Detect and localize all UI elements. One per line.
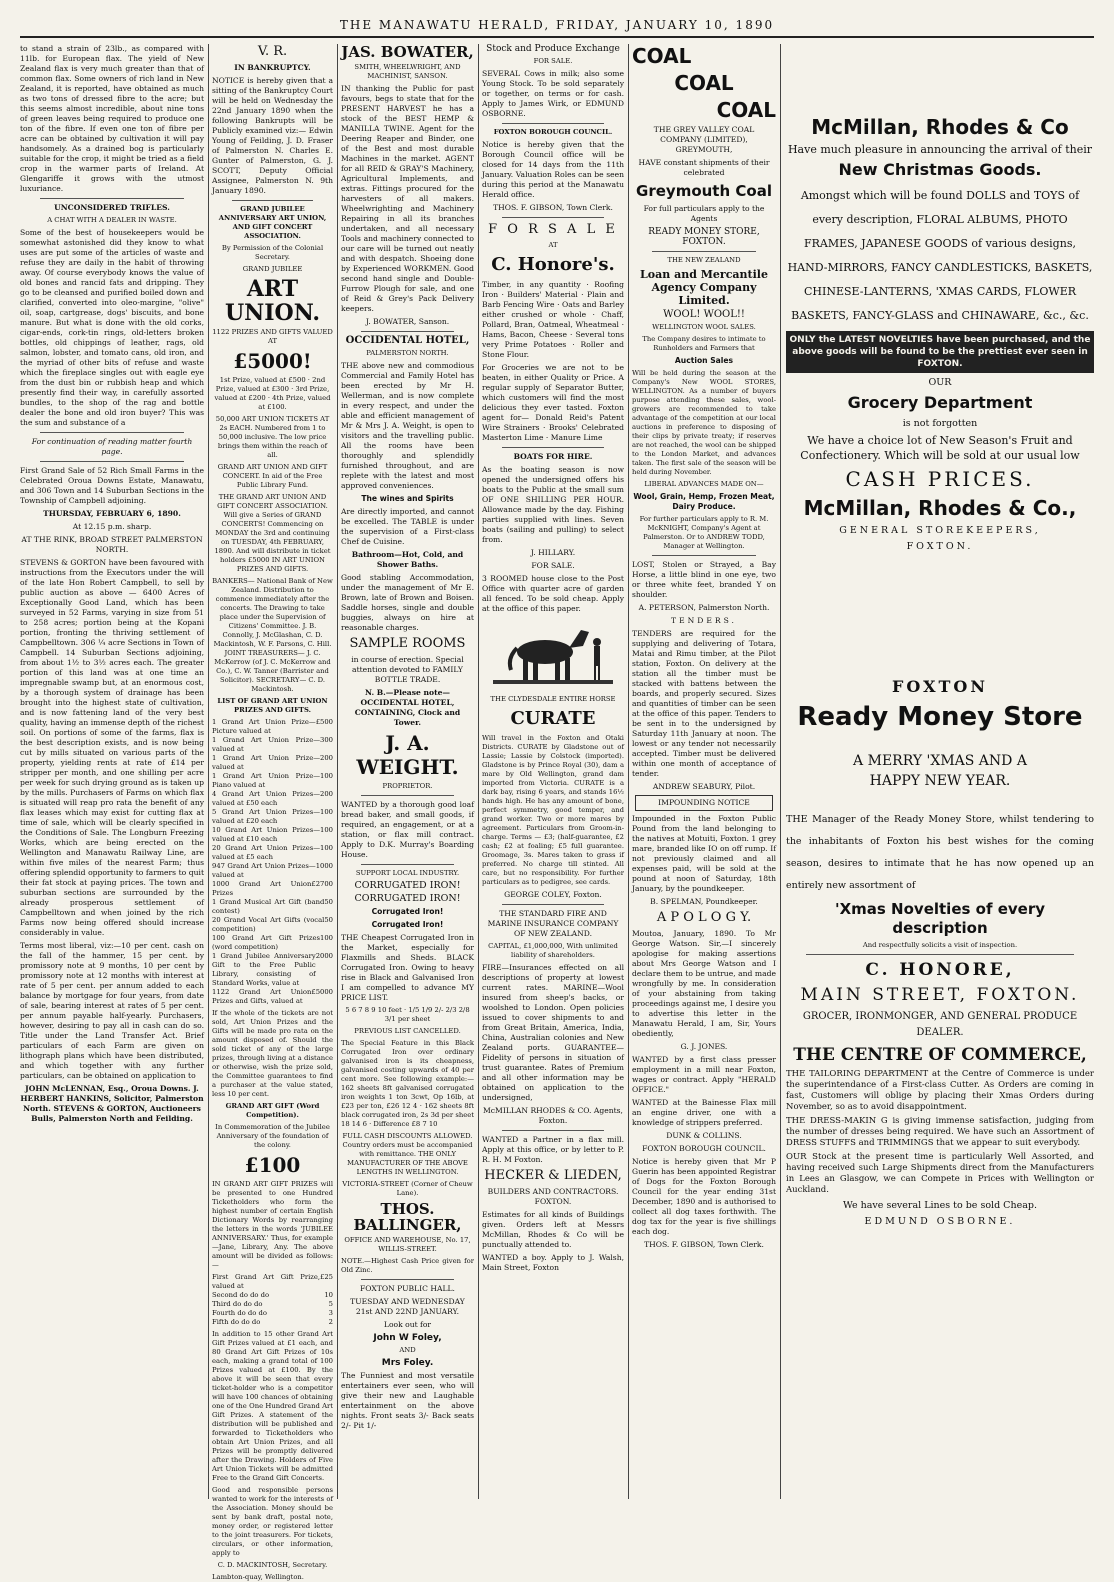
foxton-2: FOXTON <box>892 677 988 696</box>
sale-agents: JOHN McLENNAN, Esq., Oroua Downs. J. HERBERT HANKINS, Solicitor, Palmerston North. STEVENS & GORTON, Auctioneers Bulls, Palmerston North and Feilding. <box>20 1084 204 1123</box>
divider <box>502 447 604 448</box>
agents-wanted: Good and responsible persons wanted to work for the interests of the Association. Money should be sent by bank draft, postal note, money order, or registered letter to the joint treasurers. For tickets, circulars, or other information, apply to <box>212 1486 333 1557</box>
loan-heading: Loan and Mercantile Agency Company Limited. <box>640 268 768 307</box>
foley-text: The Funniest and most versatile entertainers ever seen, who will give their new and Laughable entertainment on the above nights. Front seats 3/- Back seats 2/- Pit 1/- <box>341 1371 474 1430</box>
column-divider <box>628 44 629 1499</box>
sale-body: STEVENS & GORTON have been favoured with instructions from the Executors under the will of the late Hon Robert Campbell, to sell by public auction as above — 6400 Acres of Exceptionally Good Land, which has been surveyed in 52 Farms, varying in size from 51 to 258 acres; portion being at the Kopani portion, fronting the thriving settlement of Campbelltown. 306 ¼ acre Sections in Town of Campbell. 14 Suburban Sections adjoining, from about 1½ to 3½ acres each. The greater portion of this land was at one time an impregnable swamp but, at an enormous cost, by a thorough system of drainage has been brought into the highest state of cultivation, and is now fattening land of the very best quality, having an immense depth of the richest soil. On portions of some of the farms, flax is the best description exists, and is now being cut by mills situated on various parts of the property, yielding rents at rate of £14 per stripper per month, and one shilling per acre per week for such drying ground as is taken up by the mills. Purchasers of Farms on which flax is situated will reap pro rata the benefit of any flax leases which may exist for cutting flax at time of sale, which will be clearly specified in the Conditions of Sale. The Longburn Freezing Works, which are being erected on the Wellington and Manawatu Railway Line, are within five miles of the nearest Farm; thus offering splendid opportunity to farmers to quit their fat stock at paying prices. The town and suburban sections are surrounded by the already prosperous settlement of Campbelltown and when joined by the rich Farms now being offered should increase considerably in value. <box>20 558 204 937</box>
stock-exchange: Stock and Produce Exchange <box>486 44 620 54</box>
curate-text: Will travel in the Foxton and Otaki Districts. CURATE by Gladstone out of Lassie; Lassie by Colstock (imported). Gladstone is by Prince Royal (30), dam a mare by Old Wellington, grand dam imported from Victoria. CURATE is a dark bay, rising 6 years, and stands 16½ hands high. He has any amount of bone, perfect symmetry, good temper, and grand worker. Two or more mares by agreement. Particulars from Groom-in-charge. Terms — £3; (half-guarantee, £2 cash; £2 at foaling; £5 full guarantee. Groomage, 3s. Mares taken to grass if preferred. No charge till stinted. All care, but no responsibility. For further particulars as to pedigree, see cards. <box>482 734 624 886</box>
sale-terms: Terms most liberal, viz:—10 per cent. cash on the fall of the hammer, 15 per cent. by promissory note at 9 months, 10 per cent by promissory note at 12 months with interest at rate of 5 per cent. per annum added to each balance by mortgage for four years, from date of sale, bearing interest at rates of 5 per cent. per annum payable half-yearly. Purchasers, however, desiring to pay all in cash can do so. Title under the Land Transfer Act. Brief particulars of each Farm are given on lithograph plans which have been distributed, and which together with any further particulars, can be obtained on application to <box>20 941 204 1080</box>
further-particulars: For further particulars apply to R. M. McKNIGHT, Company's Agent at Palmerston. Or to ANDREW TODD, Manager at Wellington. <box>639 515 769 550</box>
prize-row: Third do do do 5 <box>212 1300 333 1308</box>
wool-heading: WOOL! WOOL!! <box>663 309 745 320</box>
divider <box>806 954 1074 955</box>
wool-text: The Company desires to intimate to Runholders and Farmers that <box>642 335 766 352</box>
for-sale: FOR SALE. <box>533 57 573 65</box>
partner-wanted: WANTED a Partner in a flax mill. Apply at this office, or by letter to P. R. H. M Foxton. <box>482 1135 624 1164</box>
bowater-heading: JAS. BOWATER, <box>341 43 474 61</box>
tenders-heading: TENDERS. <box>671 616 737 625</box>
honore-list: Timber, in any quantity · Roofing Iron · Builders' Material · Plain and Barb Fencing Wire · Oats and Barley either crushed or whole · Chaff, Pollard, Bran, Oatmeal, Wheatmeal · Hams, Bacon, Cheese · Several tons very Prime Potatoes · Roller and Stone Flour. <box>482 280 624 359</box>
horse-icon <box>493 618 613 688</box>
boats-text: As the boating season is now opened the undersigned offers his boats to the Public at the small sum OF ONE SHILLING PER HOUR. Allowance made by the day. Fishing parties supplied with lines. Seven boats (sailing and pulling) to select from. <box>482 465 624 544</box>
jubilee-title: GRAND JUBILEE ANNIVERSARY ART UNION, AND GIFT CONCERT ASSOCIATION. <box>218 205 327 240</box>
presser-wanted: WANTED by a first class presser employment in a mill near Foxton, wages or contract. Apply "HERALD OFFICE." <box>632 1055 776 1094</box>
art-union-headline: ART UNION. <box>224 276 321 326</box>
not-forgotten: is not forgotten <box>902 418 978 429</box>
divider <box>502 123 604 124</box>
clydesdale-heading: THE CLYDESDALE ENTIRE HORSE <box>490 695 616 703</box>
ready-money-store: READY MONEY STORE, FOXTON. <box>648 227 760 247</box>
prize-row: 100 Grand Art Gift Prizes (word competition) 100 <box>212 934 333 951</box>
sale-date: THURSDAY, FEBRUARY 6, 1890. <box>43 509 181 518</box>
prize-row: Second do do do 10 <box>212 1291 333 1299</box>
tenders-text: TENDERS are required for the supplying and delivering of Totara, Matai and Rimu timber, at the Pilot station, Foxton. On delivery at the station all the timber must be stacked with battens between the boards, and properly secured. Sizes and quantities of timber can be seen at the office of this paper. Tenders to be sent in to the undersigned by Saturday 11th January at noon. The lowest or any tender not necessarily accepted. Timber must be delivered within one month of acceptance of tender. <box>632 629 776 778</box>
nz-heading: THE NEW ZEALAND <box>667 256 741 264</box>
apology-text: Moutoa, January, 1890. To Mr George Watson. Sir,—I sincerely apologise for making assertions about Mrs George Watson and I declare them to be untrue, and made wrongfully by me. In consideration of your abstaining from taking proceedings against me, I desire you to advertise this letter in the Manawatu Herald, I am, Sir, Yours obediently, <box>632 929 776 1038</box>
corrugated-4: Corrugated Iron! <box>371 920 444 929</box>
word-competition-title: GRAND ART GIFT (Word Competition). <box>225 1102 320 1119</box>
hundred-pounds: £100 <box>244 1153 301 1177</box>
weight-name: J. A. WEIGHT. <box>356 731 459 779</box>
sale-time: At 12.15 p.m. sharp. <box>72 522 152 531</box>
prize-row: 1 Grand Art Union Prize—valued at 200 <box>212 754 333 771</box>
apology-sig: G. J. JONES. <box>680 1042 728 1051</box>
boats-sig: J. HILLARY. <box>530 548 576 557</box>
ballinger-note: NOTE.—Highest Cash Price given for Old Zinc. <box>341 1257 474 1274</box>
secretary-signature: C. D. MACKINTOSH, Secretary. <box>217 1561 328 1569</box>
coal-agents: For full particulars apply to the Agents <box>643 204 765 223</box>
sale-intro: First Grand Sale of 52 Rich Small Farms in the Celebrated Oroua Downs Estate, Manawatu, and 306 Town and 14 Suburban Sections in the Township of Campbell adjoining. <box>20 466 204 505</box>
hall-heading: FOXTON PUBLIC HALL. <box>360 1284 455 1293</box>
bankruptcy-notice: NOTICE is hereby given that a sitting of the Bankruptcy Court will be held on Wednesday the 22nd January 1890 when the following Bankrupts will be Publicly examined viz:— Edwin Young of Feilding, J. D. Fraser of Palmerston N. Charles E. Gunter of Palmerston, G. J. SCOTT, Deputy Official Assignee, Palmerston N. 9th January 1890. <box>212 76 333 195</box>
centre-of-commerce: THE CENTRE OF COMMERCE, <box>793 1045 1087 1065</box>
liberal-advances: LIBERAL ADVANCES MADE ON— <box>644 480 764 488</box>
auction-sales: Auction Sales <box>674 356 734 365</box>
hecker-sub: BUILDERS AND CONTRACTORS. FOXTON. <box>487 1187 619 1206</box>
divider <box>361 331 454 332</box>
bathroom: Bathroom—Hot, Cold, and Shower Baths. <box>351 550 464 569</box>
bankruptcy-heading: IN BANKRUPTCY. <box>234 63 311 72</box>
engine-driver-wanted: WANTED at the Bainesse Flax mill an engine driver, one with a knowledge of strippers preferred. <box>632 1098 776 1127</box>
grand-jubilee: GRAND JUBILEE <box>242 265 303 273</box>
horse-illustration <box>482 618 624 691</box>
column-2 <box>212 44 333 1581</box>
fbc-sig: THOS. F. GIBSON, Town Clerk. <box>644 1240 764 1249</box>
divider <box>361 1279 454 1280</box>
solicits-text: And respectfully solicits a visit of inspection. <box>862 941 1018 949</box>
divider <box>502 904 604 905</box>
royal-crest-vr: V. R. <box>257 44 288 59</box>
coal-1: COAL <box>632 44 692 68</box>
stabling: Good stabling Accommodation, under the management of Mr E. Brown, late of Brown and Boisen. Saddle horses, single and double buggies, always on hire at reasonable charges. <box>341 573 474 632</box>
divider <box>232 200 313 201</box>
lost-horse: LOST, Stolen or Strayed, a Bay Horse, a little blind in one eye, two or three white feet, branded Y on shoulder. <box>632 560 776 599</box>
xmas-novelties: 'Xmas Novelties of every description <box>835 900 1045 937</box>
divider <box>502 1130 604 1131</box>
occidental-heading: OCCIDENTAL HOTEL, <box>345 335 470 346</box>
at-text: AT <box>548 241 558 249</box>
groceries-text: For Groceries we are not to be beaten, in either Quality or Price. A regular supply of Separator Butter, which customers will find the most delicious they ever tasted. Foxton agent for— Donald Reid's Patent Wire Strainers · Brooks' Celebrated Masterton Lime · Manure Lime <box>482 363 624 442</box>
grocer-text: GROCER, IRONMONGER, AND GENERAL PRODUCE DEALER. <box>802 1011 1078 1038</box>
christmas-goods: New Christmas Goods. <box>838 160 1042 179</box>
honore-heading: C. HONORE, <box>865 960 1015 980</box>
fbc-heading: FOXTON BOROUGH COUNCIL. <box>642 1144 766 1153</box>
have-shipments: HAVE constant shipments of their celebrated <box>638 158 770 177</box>
curate-heading: CURATE <box>510 708 596 729</box>
mcmillan-heading-2: McMillan, Rhodes & Co., <box>803 496 1077 520</box>
article-title: UNCONSIDERED TRIFLES. <box>54 203 170 212</box>
look-out: Look out for <box>383 1320 432 1329</box>
council-text: Notice is hereby given that the Borough Council office will be closed for 14 days from the 11th January. Valuation Roles can be seen during this period at the Manawatu Herald office. <box>482 140 624 199</box>
word-prize-table <box>212 1273 333 1327</box>
prize-row: 1 Grand Jubilee Anniversary Gift to the Free Public Library, consisting of Standard Works, value at 2000 <box>212 952 333 987</box>
lines-cheap: We have several Lines to be sold Cheap. <box>843 1200 1037 1211</box>
ballinger-heading: THOS. BALLINGER, <box>353 1200 462 1234</box>
ballinger-sub: OFFICE AND WAREHOUSE, No. 17, WILLIS-STREET. <box>344 1236 471 1253</box>
column-divider <box>337 44 338 1499</box>
tickets-info: 50,000 ART UNION TICKETS AT 2s EACH. Numbered from 1 to 50,000 inclusive. The low price brings them within the reach of all. <box>215 415 330 459</box>
hecker-heading: HECKER & LIEDEN, <box>484 1168 622 1183</box>
auction-text: Will be held during the season at the Company's New WOOL STORES, WELLINGTON. As a number of buyers purpose attending these sales, wool-growers are recommended to take advantage of the competition at our local auctions in preference to disposing of their clips by private treaty; if reserves are not reached, the wool can be shipped to the London Market, and advances taken. The first sale of the season will be held during November. <box>632 369 776 476</box>
divider <box>40 198 184 199</box>
word-prize-note: In addition to 15 other Grand Art Gift Prizes valued at £1 each, and 80 Grand Art Gift Prizes of 10s each, making a grand total of 100 Prizes valued at £100. By the above it will be seen that every ticket-holder who is a competitor will have 100 chances of obtaining one of the One Hundred Grand Art Gift Prizes. A statement of the distribution will be published and forwarded to Ticketholders who obtain Art Union Prizes, and all Prizes will be promptly delivered after the Drawing. Holders of Five Art Union Tickets will be admitted Free to the Grand Gift Concerts. <box>212 1330 333 1482</box>
foxton-1: FOXTON. <box>906 541 974 552</box>
roomed-ad: 3 ROOMED house close to the Post Office with quarter acre of garden all fenced. To be sold cheap. Apply at the office of this paper. <box>482 574 624 613</box>
prize-row: 20 Grand Art Union Prizes—valued at £5 each 100 <box>212 844 333 861</box>
hundred-text: IN GRAND ART GIFT PRIZES will be presented to one Hundred Ticketholders who form the highest number of certain English Dictionary Words by rearranging the letters in the words 'JUBILEE ANNIVERSARY.' Thus, for example—Jane, Library, Any. The above amount will be divided as follows:— <box>212 1180 333 1269</box>
prize-note: If the whole of the tickets are not sold, Art Union Prizes and the Gifts will be made pro rata on the amount disposed of. Should the sold ticket of any of the large prizes, through living at a distance or otherwise, wish the prize sold, the Committee guarantees to find a purchaser at the value stated, less 10 per cent. <box>212 1009 333 1098</box>
prizes-line: 1122 PRIZES AND GIFTS VALUED AT <box>212 328 333 345</box>
dressmaking-text: THE DRESS-MAKIN G is giving immense satisfaction, judging from the number of dresses being required. We have such an Assortment of DRESS STUFFS and TRIMMINGS that we appear to suit everybody. <box>786 1116 1094 1148</box>
prize-amount: £5000! <box>233 349 312 373</box>
hotel-note: N. B.—Please note— OCCIDENTAL HOTEL, CONTAINING, Clock and Tower. <box>354 688 461 727</box>
concert-info: GRAND ART UNION AND GIFT CONCERT. In aid of the Free Public Library Fund. <box>217 463 328 489</box>
divider <box>40 461 184 462</box>
general-storekeepers: GENERAL STOREKEEPERS, <box>839 525 1041 536</box>
have-much: Have much pleasure in announcing the arrival of their <box>787 143 1093 156</box>
merry-xmas: A MERRY 'XMAS AND A HAPPY NEW YEAR. <box>853 753 1027 789</box>
corrugated-text: THE Cheapest Corrugated Iron in the Market, especially for Flaxmills and Sheds. BLACK Corrugated Iron. Owing to heavy rise in Black and Galvanised Iron I am compelled to advance MY PRICE LIST. <box>341 933 474 1002</box>
price-row: 5 6 7 8 9 10 feet · 1/5 1/9 2/- 2/3 2/8 3/1 per sheet <box>345 1006 470 1023</box>
cash-prices: CASH PRICES. <box>845 467 1035 491</box>
coal-2: COAL <box>674 71 734 95</box>
bowater-text: IN thanking the Public for past favours, begs to state that for the PRESENT HARVEST he has a stock of the BEST HEMP & MANILLA TWINE. Agent for the Deering Reaper and Binder, one of the Best and most durable Machines in the market. AGENT for all REID & GRAY'S Machinery, Agricultural Implements, and extras. Fittings procured for the harvesters of all makers. Wheelwrighting and Machinery Repairing in all its branches undertaken, and all necessary Tools and machinery connected to our care will be turned out neatly and with despatch. Shoeing done by Experienced WORKMEN. Good second hand single and Double-Furrow Plough for sale, and one of Reid & Grey's Pack Delivery keepers. <box>341 84 474 313</box>
our-text: OUR <box>928 377 952 388</box>
curate-sig: GEORGE COLEY, Foxton. <box>504 890 602 899</box>
boats-heading: BOATS FOR HIRE. <box>513 452 593 461</box>
prize-row: 20 Grand Vocal Art Gifts (vocal competition) 50 <box>212 916 333 933</box>
lost-sig: A. PETERSON, Palmerston North. <box>638 603 770 612</box>
association-info: THE GRAND ART UNION AND GIFT CONCERT ASSOCIATION. Will give a Series of GRAND CONCERTS! Commencing on MONDAY the 3rd and continuing on TUESDAY, 4th FEBRUARY, 1890. And will distribute in ticket holders £5000 IN ART UNION PRIZES AND GIFTS. <box>214 493 331 573</box>
sale-place: AT THE RINK, BROAD STREET PALMERSTON NORTH. <box>21 535 203 554</box>
produce-heading: Wool, Grain, Hemp, Frozen Meat, Dairy Produce. <box>633 492 775 511</box>
fire-text: FIRE—Insurances effected on all descriptions of property at lowest current rates. MARINE—Wool insured from sheep's backs, or woolshed to London. Open policies issued to cover shipments to and from Great Britain, America, India, China, Australian colonies and New Zealand ports. GUARANTEE—Fidelity of persons in situation of trust guarantee. Rates of Premium and all other information may be obtained on application to the undersigned, <box>482 963 624 1102</box>
fire-sig: McMILLAN RHODES & CO. Agents, Foxton. <box>483 1106 623 1125</box>
mcmillan-heading: McMillan, Rhodes & Co <box>811 115 1069 139</box>
mrs-foley: Mrs Foley. <box>381 1358 434 1368</box>
previous-list: PREVIOUS LIST CANCELLED. <box>354 1027 461 1035</box>
proprietor: PROPRIETOR. <box>382 782 433 790</box>
word-competition-text: In Commemoration of the Jubilee Anniversary of the foundation of the colony. <box>215 1123 330 1149</box>
coal-3: COAL <box>716 98 776 122</box>
prize-table <box>212 718 333 1006</box>
boy-wanted: WANTED a boy. Apply to J. Walsh, Main Street, Foxton <box>482 1253 624 1272</box>
discount-text: FULL CASH DISCOUNTS ALLOWED. Country orders must be accompanied with remittance. THE ONLY MANUFACTURER OF THE ABOVE LENGTHS IN WELLINGTON. <box>342 1132 473 1176</box>
wines-text: Are directly imported, and cannot be excelled. The TABLE is under the supervision of a First-class Chef de Cuisine. <box>341 507 474 546</box>
council-sig: THOS. F. GIBSON, Town Clerk. <box>493 203 613 212</box>
bankers-info: BANKERS— National Bank of New Zealand. Distribution to commence immediately after the concerts. The Drawing to take place under the Supervision of Citizens' Committee. J. B. Connolly, J. McGlashan, C. D. Mackintosh, W. F. Parsons, C. Hill. JOINT TREASURERS— J. C. McKerrow (of J. C. McKerrow and Co.), C. W. Tanner (Barrister and Solicitor). SECRETARY— C. D. Mackintosh. <box>212 577 333 693</box>
prize-row: 10 Grand Art Union Prizes—valued at £10 each 100 <box>212 826 333 843</box>
prize-row: 5 Grand Art Union Prizes—valued at £20 each 100 <box>212 808 333 825</box>
support-local: SUPPORT LOCAL INDUSTRY. <box>355 869 460 877</box>
prize-row: First Grand Art Gift Prize, valued at £25 <box>212 1273 333 1290</box>
sample-rooms: SAMPLE ROOMS <box>349 636 466 651</box>
prize-row: 1000 Grand Art Union Prizes £2700 <box>212 880 333 897</box>
tailoring-text: THE TAILORING DEPARTMENT at the Centre of Commerce is under the superintendance of a First-class Cutter. As Orders are coming in fast, Customers will oblige by placing their Xmas Orders during November, so as to avoid disappointment. <box>786 1069 1094 1112</box>
article-subtitle: A CHAT WITH A DEALER IN WASTE. <box>47 216 177 224</box>
flax-article: to stand a strain of 23lb., as compared with 11lb. for European flax. The yield of New Zealand flax is very much greater than that of common flax. Some owners of rich land in New Zealand, it is reported, have obtained as much as two tons of dressed fibre to the acre; but this seems almost incredible, about nine tons of green leaves being required to produce one ton of the fibre. If even one ton of fibre per acre can be obtained by cultivation it will pay handsomely. As a drained bog is particularly suitable for the crop, it might be tried as a field crop in the warmer parts of Ireland. At Glengariffe it grows with the utmost luxuriance. <box>20 44 204 193</box>
choice-text: We have a choice lot of New Season's Fruit and Confectionery. Which will be sold at our usual low <box>800 434 1080 462</box>
sample-text: in course of erection. Special attention devoted to FAMILY BOTTLE TRADE. <box>351 655 464 684</box>
prize-row: 1 Grand Art Union Prize—Picture valued at £500 <box>212 718 333 735</box>
prize-row: 1 Grand Art Union Prize—Piano valued at 100 <box>212 772 333 789</box>
standard-heading: THE STANDARD FIRE AND MARINE INSURANCE COMPANY OF NEW ZEALAND. <box>487 909 619 938</box>
divider <box>361 864 454 865</box>
bowater-sig: J. BOWATER, Sanson. <box>365 317 450 326</box>
divider <box>502 217 604 218</box>
divider <box>652 251 756 252</box>
manager-text: THE Manager of the Ready Money Store, whilst tendering to the inhabitants of Foxton his best wishes for the coming season, desires to intimate that he has now opened up an entirely new assortment of <box>786 814 1094 891</box>
capital-text: CAPITAL, £1,000,000, With unlimited liability of shareholders. <box>488 942 618 959</box>
dunk-collins: DUNK & COLLINS. <box>666 1131 742 1140</box>
column-4 <box>482 44 624 1499</box>
jubilee-permission: By Permission of the Colonial Secretary. <box>221 244 324 261</box>
latest-novelties-banner: ONLY the LATEST NOVELTIES have been purchased, and the above goods will be found to be the prettiest ever seen in FOXTON. <box>786 331 1094 373</box>
foley-name: John W Foley, <box>373 1333 442 1343</box>
corrugated-1: CORRUGATED IRON! <box>354 880 461 891</box>
council-heading: FOXTON BOROUGH COUNCIL. <box>493 128 613 136</box>
hecker-text: Estimates for all kinds of Buildings given. Orders left at Messrs McMillan, Rhodes & Co will be punctually attended to. <box>482 1210 624 1249</box>
column-5 <box>632 44 776 1499</box>
special-feature: The Special Feature in this Black Corrugated Iron over ordinary galvanised iron is its cheapness, galvanised costing upwards of 40 per cent more. See following example:— 162 sheets 8ft galvanised corrugated iron weights 1 ton 3cwt, Op 16lb, at £23 per ton, £26 12 4 · 162 sheets 8ft black corrugated iron, 2s 3d per sheet 18 14 6 · Difference £8 7 10 <box>341 1039 474 1128</box>
osborne-sig: EDMUND OSBORNE. <box>864 1216 1016 1227</box>
prize-row: 1 Grand Musical Art Gift (band contest) 50 <box>212 898 333 915</box>
victoria-street: VICTORIA-STREET (Corner of Cheuw Lane). <box>342 1180 473 1197</box>
grey-valley: THE GREY VALLEY COAL COMPANY (LIMITED), GREYMOUTH, <box>653 125 755 154</box>
honore-heading: C. Honore's. <box>491 254 615 275</box>
column-6 <box>786 44 1094 1499</box>
prize-list-title: LIST OF GRAND ART UNION PRIZES AND GIFTS. <box>217 697 328 714</box>
impounding-heading: IMPOUNDING NOTICE <box>635 795 773 811</box>
divider <box>361 795 454 796</box>
fbc-text: Notice is hereby given that Mr P Guerin has been appointed Registrar of Dogs for the Foxton Borough Council for the year ending 31st December, 1890 and is authorised to collect all dog taxes forthwith. The dog tax for the year is five shillings each dog. <box>632 1157 776 1236</box>
divider <box>40 432 184 433</box>
occidental-sub: PALMERSTON NORTH. <box>366 349 449 357</box>
prize-row: Fourth do do do 3 <box>212 1309 333 1317</box>
prize-list: 1st Prize, valued at £500 · 2nd Prize, valued at £300 · 3rd Prize, valued at £200 · 4th Prize, valued at £100. <box>214 376 331 411</box>
article-body: Some of the best of housekeepers would be somewhat astonished did they know to what uses are put some of the articles of waste and refuse they are daily in the habit of throwing away. Of course everybody knows the value of old bones and rancid fats and dripping. They go to be cleansed and purified boiled down and clarified, converted into oleo-margine, "olive" oil, soap, cartgrease, dogs' biscuits, and bone manure. But what is done with the old corks, cigar-ends, cork-tin rings, old-letters broken bottles, old chippings of leather, rags, old salmon, lobster, and tomato cans, old iron, and the myriad of other bits of refuse and waste which the fireplace singles out with eagle eye from the dust bin or rubbish heap and which presently find their way, in carefully assorted bundles, to the shop of the rag and bottle dealer the bone and old iron buyer? This was the sum and substance of a <box>20 228 204 427</box>
greymouth-coal: Greymouth Coal <box>636 182 772 200</box>
grocery-heading: Grocery Department <box>847 393 1033 412</box>
prize-row: Fifth do do do 2 <box>212 1318 333 1326</box>
column-3 <box>341 44 474 1499</box>
continuation-note: For continuation of reading matter fourth page. <box>31 437 193 456</box>
occidental-text: THE above new and commodious Commercial and Family Hotel has been erected by Mr H. Wellerman, and is now complete in every respect, and under the able and efficient management of Mr & Mrs J. A. Weight, is open to visitors and the travelling public. All the rooms have been thoroughly and splendidly furnished throughout, and are replete with the latest and most approved conveniences. <box>341 361 474 490</box>
prize-row: 947 Grand Art Union Prizes—valued at 1000 <box>212 862 333 879</box>
column-1 <box>20 44 204 1499</box>
for-sale-heading: F O R S A L E <box>488 222 618 237</box>
apology-heading: A P O L O G Y. <box>656 910 752 925</box>
impounding-sig: B. SPELMAN, Poundkeeper. <box>650 897 758 906</box>
column-divider <box>208 44 209 1499</box>
and-text: AND <box>399 1346 416 1354</box>
baker-wanted: WANTED by a thorough good loaf bread baker, and small goods, if required, an engagement, or at a station, or flax mill contract. Apply to D.K. Murray's Boarding House. <box>341 800 474 859</box>
prize-row: 4 Grand Art Union Prizes—valued at £50 each 200 <box>212 790 333 807</box>
masthead-rule <box>20 36 1094 38</box>
masthead: THE MANAWATU HERALD, FRIDAY, JANUARY 10, 1890 <box>339 18 775 32</box>
amongst-text: Amongst which will be found DOLLS and TOYS of every description, FLORAL ALBUMS, PHOTO FRAMES, JAPANESE GOODS of various designs, HAND-MIRRORS, FANCY CANDLESTICKS, BASKETS, CHINESE-LANTERNS, 'XMAS CARDS, FLOWER BASKETS, FANCY-GLASS and CHINAWARE, &c., &c. <box>787 189 1093 322</box>
main-street: MAIN STREET, FOXTON. <box>800 985 1080 1005</box>
impounding-text: Impounded in the Foxton Public Pound from the land belonging to the natives at Motuiti, Foxton. 1 grey mare, branded like IO on off rump. If not previously claimed and all expenses paid, will be sold at the pound at noon of Saturday, 18th January, by the poundkeeper. <box>632 814 776 893</box>
wool-sales: WELLINGTON WOOL SALES. <box>652 323 756 331</box>
for-sale-2: FOR SALE. <box>531 561 575 570</box>
address: Lambton-quay, Wellington. <box>212 1573 304 1581</box>
prize-row: 1 Grand Art Union Prize—valued at 300 <box>212 736 333 753</box>
column-divider <box>478 44 479 1499</box>
bowater-sub: SMITH, WHEELWRIGHT, AND MACHINIST, SANSON. <box>354 63 461 80</box>
tenders-sig: ANDREW SEABURY, Pilot. <box>652 782 756 791</box>
cows-ad: SEVERAL Cows in milk; also some Young Stock. To be sold separately or together, on terms or for cash. Apply to James Wirk, or EDMUND OSBORNE. <box>482 69 624 118</box>
prize-row: 1122 Grand Art Union Prizes and Gifts, valued at £5000 <box>212 988 333 1005</box>
divider <box>652 555 756 556</box>
column-divider <box>780 44 781 1499</box>
corrugated-2: CORRUGATED IRON! <box>354 893 461 904</box>
stock-text: OUR Stock at the present time is particularly Well Assorted, and having received such Large Shipments direct from the Manufacturers in Lees an Glasgow, we can Compete in Prices with Wellington or Auckland. <box>786 1152 1094 1195</box>
ready-money-store-heading: Ready Money Store <box>797 702 1083 732</box>
corrugated-3: Corrugated Iron! <box>371 907 444 916</box>
wines-heading: The wines and Spirits <box>361 494 454 503</box>
hall-date: TUESDAY AND WEDNESDAY 21st AND 22ND JANUARY. <box>350 1297 465 1316</box>
